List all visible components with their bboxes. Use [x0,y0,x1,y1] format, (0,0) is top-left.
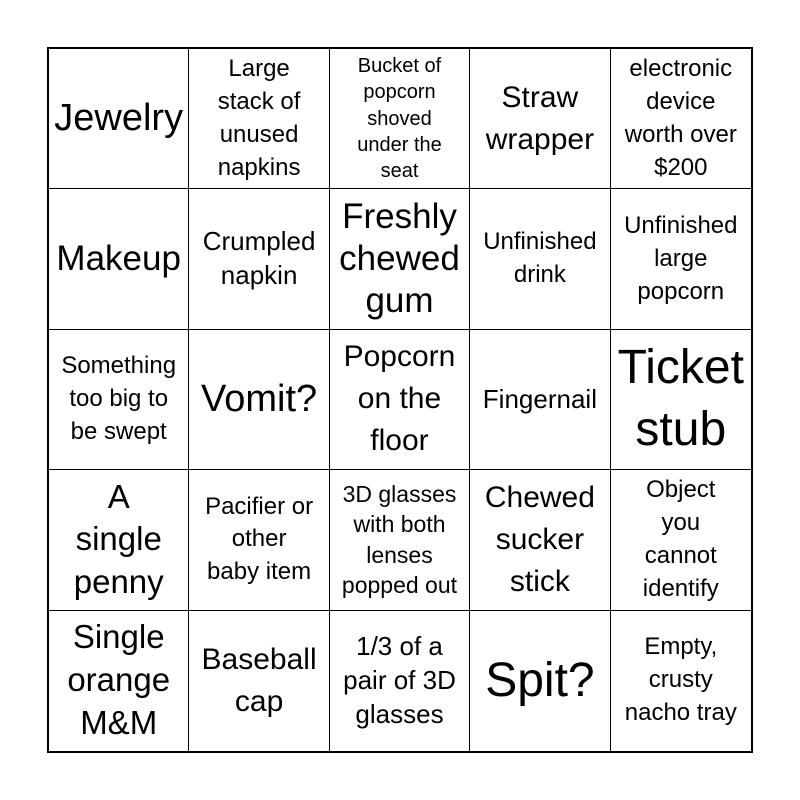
bingo-cell-label: Pacifier or other baby item [205,492,314,586]
bingo-cell[interactable] [49,470,189,610]
bingo-cell-label: Large stack of unused napkins [217,54,301,181]
bingo-cell-label: Bucket of popcorn shoved under the seat [357,54,442,183]
bingo-cell-label: Vomit? [201,377,318,420]
bingo-cell[interactable] [470,611,610,751]
bingo-cell-label: Baseball cap [201,642,317,718]
bingo-cell-label: electronic device worth over $200 [624,54,737,181]
bingo-cell[interactable] [189,189,329,329]
bingo-cell[interactable] [49,330,189,470]
bingo-cell[interactable] [611,189,751,329]
bingo-board [47,47,753,753]
bingo-cell-label: Single orange M&M [67,618,171,742]
bingo-cell-label: Jewelry [54,96,184,139]
bingo-cell-label: Popcorn on the floor [343,340,456,458]
bingo-cell-label: Spit? [485,653,595,707]
bingo-cell[interactable] [470,189,610,329]
bingo-cell[interactable] [611,330,751,470]
bingo-cell[interactable] [330,470,470,610]
bingo-cell-label: Makeup [56,239,181,279]
bingo-cell-label: Empty, crusty nacho tray [624,633,737,727]
bingo-cell-label: A single penny [73,477,164,601]
bingo-cell-label: Object you cannot identify [642,476,719,602]
bingo-cell[interactable] [611,611,751,751]
bingo-cell-label: Straw wrapper [485,80,595,156]
bingo-cell-label: 1/3 of a pair of 3D glasses [343,631,456,729]
bingo-cell-label: Freshly chewed gum [339,197,460,321]
bingo-cell[interactable] [49,611,189,751]
bingo-cell[interactable] [189,470,329,610]
bingo-cell[interactable] [330,330,470,470]
bingo-cell[interactable] [330,189,470,329]
bingo-cell[interactable] [470,470,610,610]
bingo-cell[interactable] [189,611,329,751]
bingo-cell[interactable] [470,49,610,189]
bingo-cell-label: Unfinished drink [483,228,597,289]
bingo-cell-label: Something too big to be swept [61,352,177,445]
bingo-cell[interactable] [189,49,329,189]
bingo-cell[interactable] [611,49,751,189]
bingo-cell-label: Crumpled napkin [202,226,316,291]
bingo-cell[interactable] [49,189,189,329]
bingo-cell-label: Chewed sucker stick [484,480,595,598]
bingo-cell[interactable] [611,470,751,610]
bingo-cell-label: Unfinished large popcorn [624,211,738,305]
bingo-cell[interactable] [470,330,610,470]
bingo-cell-label: 3D glasses with both lenses popped out [341,480,458,599]
bingo-cell[interactable] [330,611,470,751]
bingo-cell[interactable] [189,330,329,470]
bingo-cell-label: Ticket stub [617,341,744,457]
bingo-cell-label: Fingernail [482,383,597,414]
bingo-cell[interactable] [330,49,470,189]
bingo-cell[interactable] [49,49,189,189]
